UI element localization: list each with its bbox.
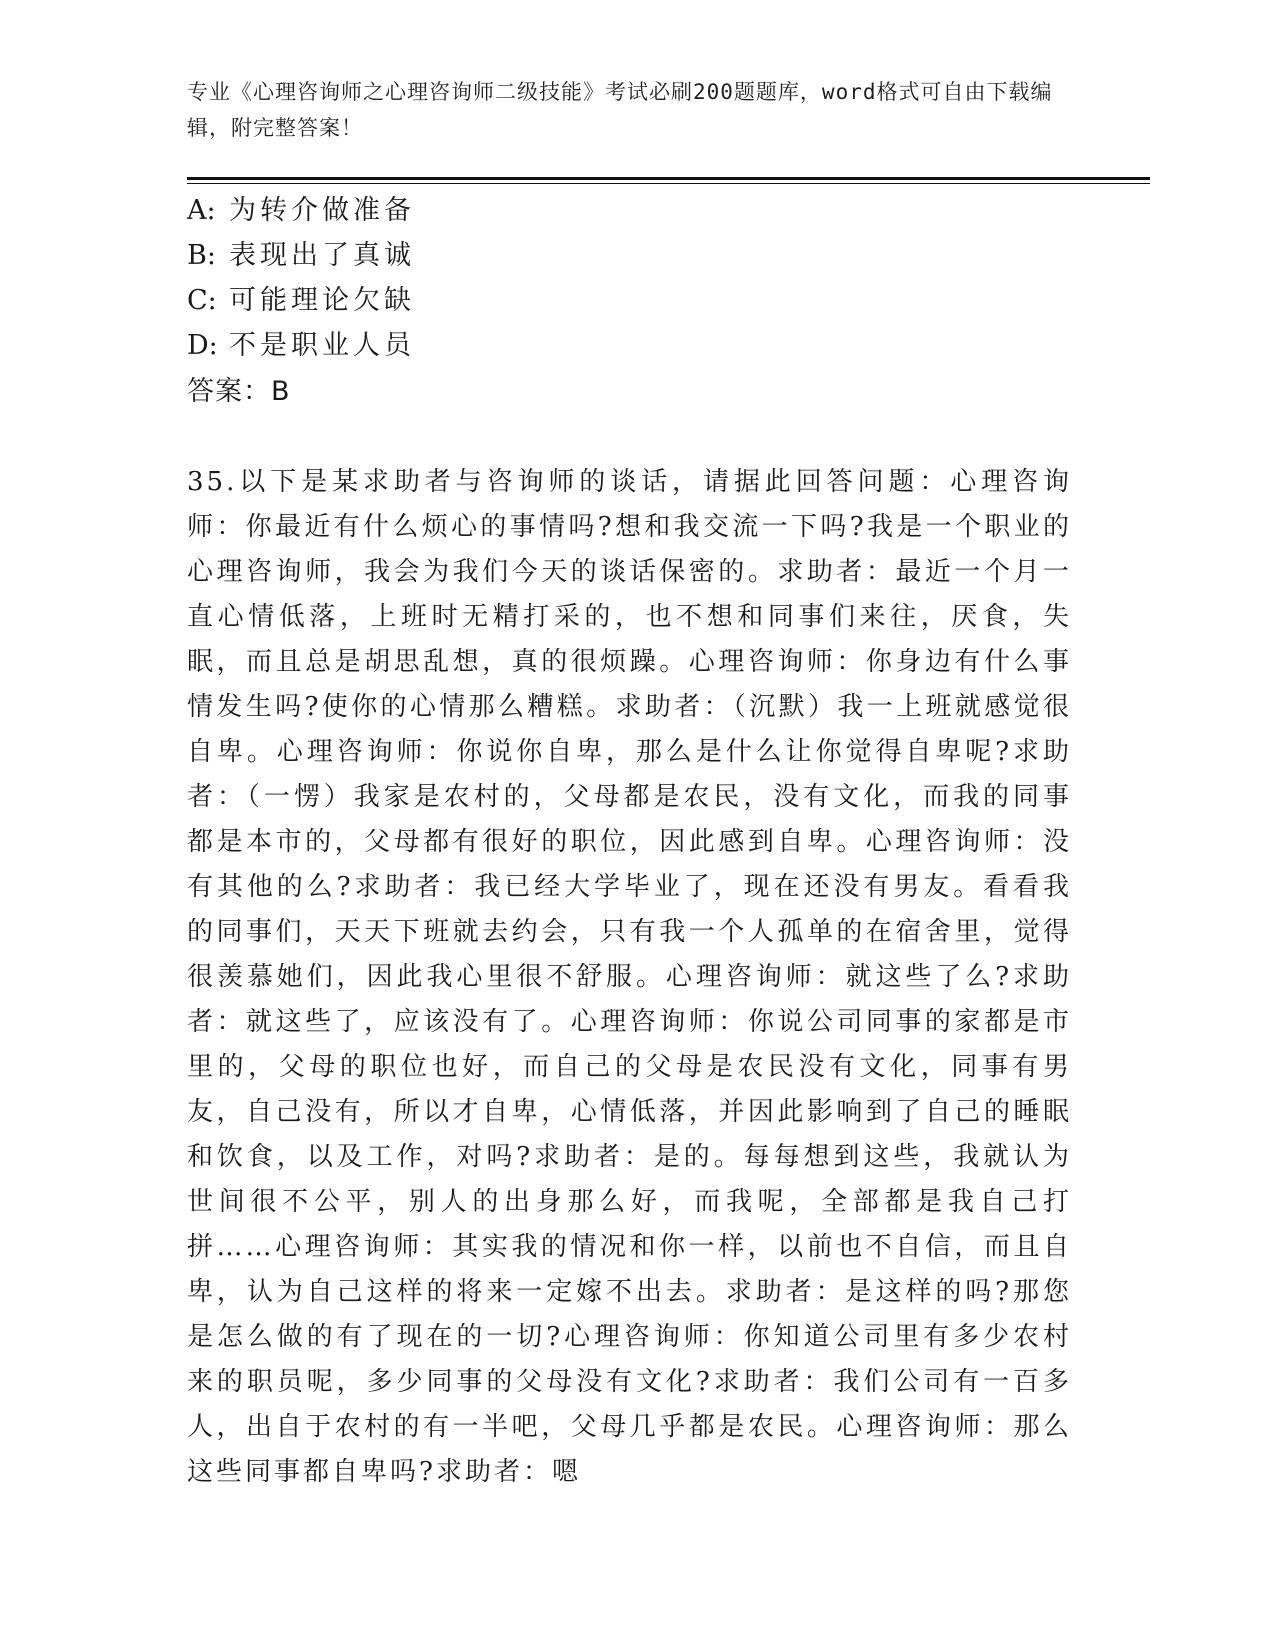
- option-c: [187, 278, 415, 323]
- option-letter: C:: [187, 285, 217, 316]
- option-letter: D:: [187, 330, 218, 361]
- option-text: 不是职业人员: [229, 330, 415, 361]
- question-text: 以下是某求助者与咨询师的谈话，请据此回答问题：心理咨询师：你最近有什么烦心的事情吗?想和我交流一下吗?我是一个职业的心理咨询师，我会为我们今天的谈话保密的。求助者：最近一个月一直心情低落，上班时无精打采的，也不想和同事们来往，厌食，失眠，而且总是胡思乱想，真的很烦躁。心理咨询师：你身边有什么事情发生吗?使你的心情那么糟糕。求助者：（沉默）我一上班就感觉很自卑。心理咨询师：你说你自卑，那么是什么让你觉得自卑呢?求助者：（一愣）我家是农村的，父母都是农民，没有文化，而我的同事都是本市的，父母都有很好的职位，因此感到自卑。心理咨询师：没有其他的么?求助者：我已经大学毕业了，现在还没有男友。看看我的同事们，天天下班就去约会，只有我一个人孤单的在宿舍里，觉得很羡慕她们，因此我心里很不舒服。心理咨询师：就这些了么?求助者：就这些了，应该没有了。心理咨询师：你说公司同事的家都是市里的，父母的职位也好，而自己的父母是农民没有文化，同事有男友，自己没有，所以才自卑，心情低落，并因此影响到了自己的睡眠和饮食，以及工作，对吗?求助者：是的。每每想到这些，我就认为世间很不公平，别人的出身那么好，而我呢，全部都是我自己打拼……心理咨询师：其实我的情况和你一样，以前也不自信，而且自卑，认为自己这样的将来一定嫁不出去。求助者：是这样的吗?那您是怎么做的有了现在的一切?心理咨询师：你知道公司里有多少农村来的职员呢，多少同事的父母没有文化?求助者：我们公司有一百多人，出自于农村的有一半吧，父母几乎都是农民。心理咨询师：那么这些同事都自卑吗?求助者：嗯: [187, 467, 1072, 1487]
- option-text: 表现出了真诚: [229, 240, 415, 271]
- option-d: [187, 323, 415, 368]
- answer-options: [187, 188, 415, 368]
- question-35: [187, 460, 1072, 1495]
- answer-label: 答案：: [187, 376, 271, 407]
- answer-value: B: [271, 376, 291, 407]
- option-letter: A:: [187, 195, 216, 226]
- document-header: 专业《心理咨询师之心理咨询师二级技能》考试必刷200题题库，word格式可自由下载编辑，附完整答案！: [187, 80, 1053, 140]
- question-number: 35.: [187, 467, 238, 497]
- option-text: 为转介做准备: [229, 195, 415, 226]
- option-text: 可能理论欠缺: [229, 285, 415, 316]
- option-b: [187, 233, 415, 278]
- option-a: [187, 188, 415, 233]
- option-letter: B:: [187, 240, 216, 271]
- answer-line: [187, 369, 291, 414]
- header-rule-thin: [187, 183, 1150, 184]
- header-rule-thick: [187, 177, 1150, 180]
